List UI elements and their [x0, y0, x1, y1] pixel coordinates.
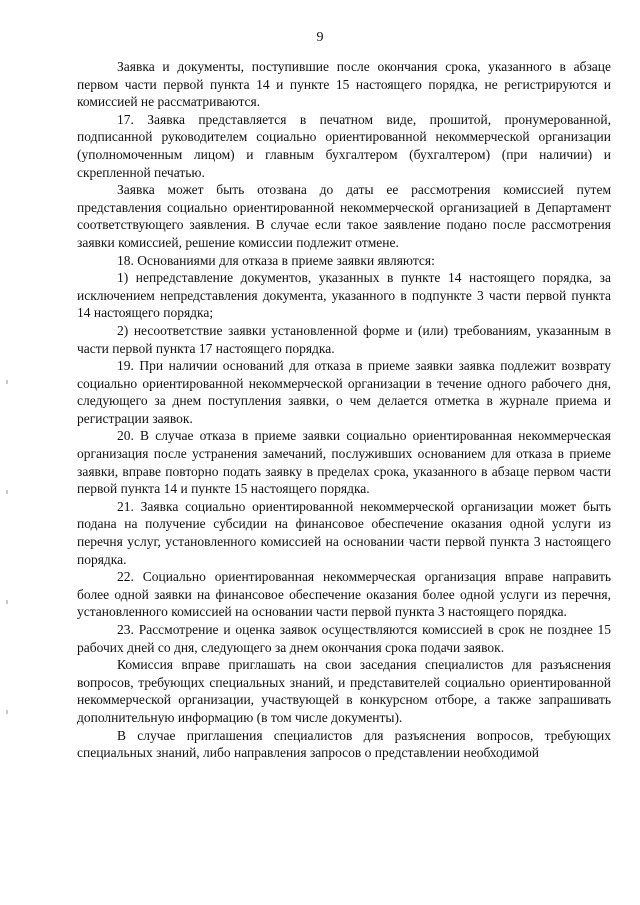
- paragraph-item-18-2: 2) несоответствие заявки установленной форме и (или) требованиям, указанным в части первой пункта 17 настоящего порядка.: [77, 322, 611, 356]
- paragraph-item-21: 21. Заявка социально ориентированной некоммерческой организации может быть подана на получение субсидии на финансовое обеспечение оказания одной услуги из перечня услуг, установленного комиссией на основании части первой пункта 3 настоящего порядка.: [77, 498, 611, 567]
- scan-edge-mark: [6, 490, 8, 494]
- scan-edge-mark: [6, 710, 8, 714]
- page-number: 9: [316, 30, 324, 45]
- paragraph-late-applications: Заявка и документы, поступившие после окончания срока, указанного в абзаце первом части первой пункта 14 и пункте 15 настоящего порядка, не регистрируются и комиссией не рассматриваются.: [77, 59, 611, 110]
- paragraph-withdrawal: Заявка может быть отозвана до даты ее рассмотрения комиссией путем представления социально ориентированной некоммерческой организацией в Департамент соответствующего заявления. В случае если такое заявление подано после рассмотрения заявки комиссией, решение комиссии подлежит отмене.: [77, 182, 611, 250]
- paragraph-commission-rights: Комиссия вправе приглашать на свои заседания специалистов для разъяснения вопросов, требующих специальных знаний, и представителей социально ориентированной некоммерческой организации, участвующей в конкурсном отборе, а также запрашивать дополнительную информацию (в том числе документы).: [77, 657, 611, 725]
- paragraph-item-19: 19. При наличии оснований для отказа в приеме заявки заявка подлежит возврату социально ориентированной некоммерческой организации в течение одного рабочего дня, следующего за днем поступления заявки, о чем делается отметка в журнале приема и регистрации заявок.: [77, 358, 611, 426]
- paragraph-item-18-1: 1) непредставление документов, указанных в пункте 14 настоящего порядка, за исключением непредставления документа, указанного в подпункте 3 части первой пункта 14 настоящего порядка;: [77, 270, 611, 321]
- scan-edge-mark: [6, 380, 8, 384]
- paragraph-item-20: 20. В случае отказа в приеме заявки социально ориентированная некоммерческая организация после устранения замечаний, послуживших основанием для отказа в приеме заявки, вправе повторно подать заявку в пределах срока, указанного в абзаце первом части первой пункта 14 и пункте 15 настоящего порядка.: [77, 428, 611, 497]
- paragraph-specialists: В случае приглашения специалистов для разъяснения вопросов, требующих специальных знаний, либо направления запросов о представлении необходимой: [77, 727, 611, 761]
- scan-edge-mark: [6, 600, 8, 604]
- paragraph-item-18: 18. Основаниями для отказа в приеме заявки являются:: [117, 252, 435, 268]
- paragraph-item-23: 23. Рассмотрение и оценка заявок осуществляются комиссией в срок не позднее 15 рабочих дней со дня, следующего за днем окончания срока подачи заявок.: [77, 622, 611, 655]
- paragraph-item-22: 22. Социально ориентированная некоммерческая организация вправе направить более одной заявки на финансовое обеспечение оказания более одной услуги из перечня, установленного комиссией на основании части первой пункта 3 настоящего порядка.: [77, 569, 611, 620]
- document-body: [77, 58, 611, 762]
- paragraph-item-17: 17. Заявка представляется в печатном виде, прошитой, пронумерованной, подписанной руководителем социально ориентированной некоммерческой организации (уполномоченным лицом) и главным бухгалтером (бухгалтером) (при наличии) и скрепленной печатью.: [77, 111, 611, 180]
